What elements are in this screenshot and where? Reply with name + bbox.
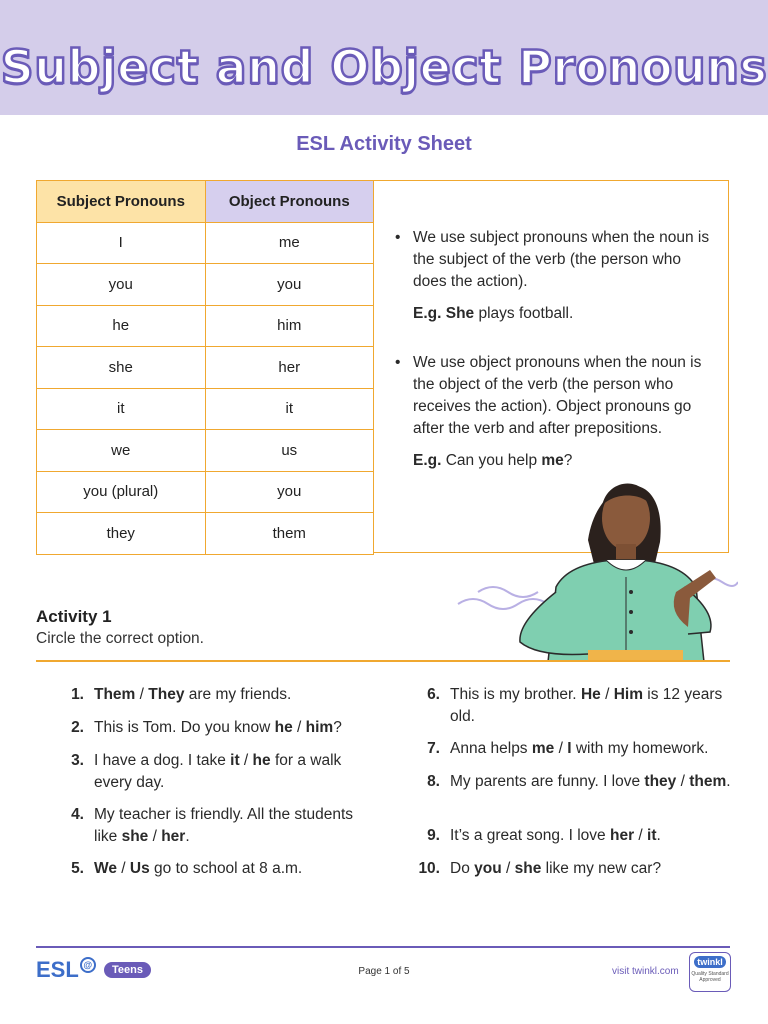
- note-text: We use object pronouns when the noun is the object of the verb (the person who receives the action). Object pronouns go after the verb and after prepositions.: [413, 354, 702, 437]
- question-fragment: .: [726, 773, 731, 790]
- example-rest: plays football.: [474, 305, 574, 322]
- twinkl-badge-subtext: Quality Standard Approved: [691, 971, 729, 983]
- object-cell: you: [205, 471, 374, 513]
- subject-cell: you (plural): [37, 471, 206, 513]
- question-fragment: This is Tom. Do you know: [94, 719, 275, 736]
- esl-logo-text: ESL: [36, 957, 79, 982]
- object-cell: me: [205, 222, 374, 264]
- question-fragment: /: [554, 740, 568, 757]
- example-label: E.g.: [413, 305, 442, 322]
- question-number: 3.: [71, 752, 84, 769]
- question-number: 1.: [71, 686, 84, 703]
- question-fragment: .: [185, 828, 190, 845]
- question-item: [36, 858, 376, 891]
- page-subtitle: ESL Activity Sheet: [296, 133, 472, 155]
- activity-title: Activity 1: [36, 607, 112, 626]
- option-word[interactable]: it: [647, 827, 657, 844]
- option-word[interactable]: Us: [129, 860, 150, 877]
- question-fragment: /: [135, 686, 149, 703]
- option-word[interactable]: them: [689, 773, 727, 790]
- example-bold: me: [541, 452, 564, 469]
- question-fragment: It’s a great song. I love: [450, 827, 610, 844]
- question-text: [94, 752, 341, 791]
- object-pronouns-header: Object Pronouns: [205, 181, 374, 223]
- divider: [36, 660, 730, 662]
- question-item: [36, 750, 376, 804]
- question-text: [450, 773, 731, 790]
- question-number: 9.: [427, 827, 440, 844]
- option-word[interactable]: I: [567, 740, 572, 757]
- table-header-row: [37, 181, 374, 223]
- question-list-left: [36, 684, 376, 891]
- table-row: [37, 430, 374, 472]
- question-number: 4.: [71, 806, 84, 823]
- subject-cell: I: [37, 222, 206, 264]
- subject-cell: you: [37, 264, 206, 306]
- question-number: 7.: [427, 740, 440, 757]
- example-post: ?: [563, 452, 573, 469]
- subject-cell: he: [37, 305, 206, 347]
- question-item: [392, 684, 737, 738]
- note-text: We use subject pronouns when the noun is the subject of the verb (the person who does the action).: [413, 229, 710, 290]
- option-word[interactable]: me: [531, 740, 555, 757]
- question-item: [392, 825, 737, 858]
- example-bold: She: [445, 305, 475, 322]
- object-cell: us: [205, 430, 374, 472]
- object-cell: it: [205, 388, 374, 430]
- question-text: [450, 740, 708, 757]
- bullet-icon: •: [395, 354, 401, 371]
- footer-divider: [36, 946, 730, 948]
- question-fragment: .: [656, 827, 661, 844]
- table-row: [37, 513, 374, 555]
- object-cell: them: [205, 513, 374, 555]
- example-pre: Can you help: [441, 452, 542, 469]
- question-item: [392, 738, 737, 771]
- question-fragment: is 12 years old.: [450, 686, 723, 725]
- question-number: 8.: [427, 773, 440, 790]
- subject-pronouns-header: Subject Pronouns: [37, 181, 206, 223]
- option-word[interactable]: her: [161, 828, 186, 845]
- question-fragment: Anna helps: [450, 740, 532, 757]
- visit-link[interactable]: visit twinkl.com: [612, 966, 679, 977]
- question-fragment: /: [292, 719, 306, 736]
- question-item: [392, 858, 737, 891]
- table-row: [37, 222, 374, 264]
- note-object-pronouns: [395, 352, 715, 472]
- option-word[interactable]: they: [644, 773, 677, 790]
- question-fragment: with my homework.: [571, 740, 709, 757]
- table-row: [37, 347, 374, 389]
- globe-icon: @: [80, 957, 96, 973]
- question-text: [450, 860, 661, 877]
- object-cell: you: [205, 264, 374, 306]
- question-fragment: are my friends.: [184, 686, 292, 703]
- question-text: [450, 827, 661, 844]
- question-fragment: This is my brother.: [450, 686, 581, 703]
- option-word[interactable]: he: [274, 719, 293, 736]
- question-item: [36, 717, 376, 750]
- example-label: E.g.: [413, 452, 442, 469]
- bullet-icon: •: [395, 229, 401, 246]
- question-fragment: My teacher is friendly. All the students like: [94, 806, 354, 845]
- object-cell: her: [205, 347, 374, 389]
- question-fragment: /: [676, 773, 690, 790]
- question-fragment: like my new car?: [541, 860, 662, 877]
- question-item: [36, 684, 376, 717]
- question-fragment: Do: [450, 860, 475, 877]
- option-word[interactable]: she: [121, 828, 149, 845]
- option-word[interactable]: he: [252, 752, 271, 769]
- twinkl-quality-badge: [689, 952, 731, 992]
- option-word[interactable]: Him: [613, 686, 643, 703]
- question-fragment: /: [116, 860, 130, 877]
- option-word[interactable]: you: [474, 860, 502, 877]
- question-fragment: /: [239, 752, 253, 769]
- question-number: 6.: [427, 686, 440, 703]
- question-fragment: My parents are funny. I love: [450, 773, 645, 790]
- question-text: [94, 860, 302, 877]
- object-cell: him: [205, 305, 374, 347]
- page-title: Subject and Object Pronouns: [0, 40, 768, 94]
- option-word[interactable]: They: [148, 686, 185, 703]
- table-row: [37, 305, 374, 347]
- page-number: Page 1 of 5: [358, 966, 410, 977]
- question-number: 2.: [71, 719, 84, 736]
- question-fragment: /: [600, 686, 614, 703]
- subject-cell: they: [37, 513, 206, 555]
- question-fragment: ?: [333, 719, 342, 736]
- subject-cell: she: [37, 347, 206, 389]
- option-word[interactable]: him: [305, 719, 334, 736]
- subject-cell: it: [37, 388, 206, 430]
- teens-badge: Teens: [104, 962, 151, 978]
- table-row: [37, 264, 374, 306]
- pronoun-table: [36, 180, 374, 555]
- option-word[interactable]: Them: [94, 686, 136, 703]
- option-word[interactable]: she: [514, 860, 542, 877]
- option-word[interactable]: We: [94, 860, 117, 877]
- activity-instruction: Circle the correct option.: [36, 630, 204, 647]
- question-text: [450, 686, 722, 725]
- option-word[interactable]: it: [230, 752, 240, 769]
- question-list-right: [392, 684, 737, 891]
- question-fragment: /: [148, 828, 162, 845]
- table-row: [37, 471, 374, 513]
- table-row: [37, 388, 374, 430]
- subject-cell: we: [37, 430, 206, 472]
- question-item: [392, 771, 737, 825]
- question-number: 5.: [71, 860, 84, 877]
- question-fragment: /: [501, 860, 515, 877]
- question-fragment: for a walk every day.: [94, 752, 342, 791]
- question-text: [94, 686, 291, 703]
- question-text: [94, 719, 342, 736]
- question-number: 10.: [418, 860, 440, 877]
- question-fragment: /: [634, 827, 648, 844]
- twinkl-badge-text: twinkl: [694, 956, 726, 968]
- note-subject-pronouns: [395, 227, 715, 325]
- question-fragment: go to school at 8 a.m.: [149, 860, 303, 877]
- option-word[interactable]: He: [580, 686, 601, 703]
- question-text: [94, 806, 353, 845]
- question-fragment: I have a dog. I take: [94, 752, 231, 769]
- teacher-illustration: [448, 462, 738, 662]
- question-item: [36, 804, 376, 858]
- option-word[interactable]: her: [609, 827, 635, 844]
- note-example: [413, 303, 715, 325]
